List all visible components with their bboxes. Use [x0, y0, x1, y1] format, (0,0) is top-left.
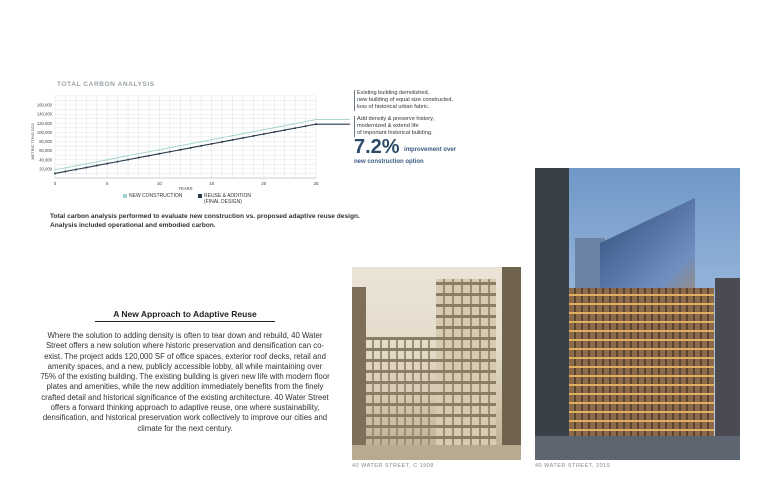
data-point	[86, 163, 87, 164]
data-point	[294, 127, 296, 129]
data-point	[294, 123, 295, 124]
data-point	[54, 169, 55, 170]
photo-caption-old: 40 WATER STREET, C 1908	[352, 463, 434, 469]
data-point	[211, 143, 213, 145]
legend-reuse	[198, 193, 251, 205]
data-point	[117, 157, 118, 158]
data-point	[221, 137, 222, 138]
data-point	[85, 167, 87, 169]
note-line: new building of equal size constructed,	[357, 97, 454, 103]
data-point	[190, 147, 192, 149]
data-point	[148, 155, 150, 157]
data-point	[253, 131, 254, 132]
note-line: modernized & extend life	[357, 123, 419, 129]
x-tick-label: 0	[53, 181, 57, 186]
y-tick-label: 60,000	[39, 148, 52, 154]
data-point	[138, 153, 139, 154]
x-tick-label: 20	[261, 181, 267, 186]
data-point	[96, 165, 98, 167]
data-point	[138, 157, 140, 159]
caption-line: Total carbon analysis performed to evaluate new construction vs. proposed adaptive reuse design.	[50, 213, 360, 220]
data-point	[232, 135, 233, 136]
data-point	[252, 135, 254, 137]
data-point	[263, 129, 264, 130]
y-tick-label: 100,000	[36, 129, 52, 135]
note-line: Existing building demolished,	[357, 90, 430, 96]
photo-caption-new: 40 WATER STREET, 2019	[535, 463, 611, 469]
data-point	[242, 133, 243, 134]
data-point	[190, 143, 191, 144]
x-tick-label: 15	[209, 181, 215, 186]
data-point	[211, 139, 212, 140]
data-point	[274, 127, 275, 128]
data-point	[148, 151, 149, 152]
data-point	[75, 168, 77, 170]
data-point	[263, 133, 265, 135]
data-point	[221, 141, 223, 143]
historic-building-photo	[352, 267, 521, 460]
data-point	[315, 119, 316, 120]
data-point	[127, 159, 129, 161]
legend-swatch	[123, 194, 127, 198]
data-point	[284, 129, 286, 131]
legend-label-sub: (FINAL DESIGN)	[204, 199, 242, 205]
x-tick-label: 25	[313, 181, 319, 186]
data-point	[127, 155, 128, 156]
data-point	[180, 145, 181, 146]
legend-label: NEW CONSTRUCTION	[129, 193, 183, 199]
body-paragraph: Where the solution to adding density is often to tear down and rebuild, 40 Water Street offers a new solution where historic preservation and densification can co-exist. The project adds 120,000 SF of office spaces, exterior roof decks, retail and amenity spaces, and a new, publicly accessible lobby, all while maintaining over 75% of the existing building. The existing building is given new life with modern floor plates and amenities, while the new addition immediately benefits from the finely crafted detail and historical significance of the existing architecture. 40 Water Street offers a forward thinking approach to adaptive reuse, one where sustainability, densification, and historical preservation work collectively to improve our cities and climate for the next century.	[40, 331, 330, 433]
data-point	[65, 167, 66, 168]
improvement-percent: 7.2%	[354, 136, 400, 158]
legend-new-construction	[123, 193, 182, 199]
data-point	[273, 131, 275, 133]
y-tick-label: 80,000	[39, 139, 52, 144]
y-tick-label: 140,000	[36, 111, 52, 117]
data-point	[315, 123, 317, 125]
data-point	[169, 147, 170, 148]
data-point	[54, 172, 56, 174]
note-new-construction	[354, 90, 453, 111]
note-line: loss of historical urban fabric.	[357, 104, 430, 110]
data-point	[159, 149, 160, 150]
note-line: of important historical building.	[357, 130, 433, 136]
data-point	[179, 149, 181, 151]
x-tick-label: 10	[156, 181, 162, 186]
caption-line: Analysis included operational and embodied carbon.	[50, 222, 216, 229]
section-heading: A New Approach to Adaptive Reuse	[95, 309, 275, 322]
y-tick-label: 40,000	[39, 157, 52, 163]
legend-swatch	[198, 194, 202, 198]
data-point	[96, 161, 97, 162]
x-axis-label: YEARS	[178, 186, 193, 191]
x-tick-label: 5	[105, 181, 109, 186]
y-tick-label: 160,000	[36, 102, 52, 108]
y-axis-label: METRIC TONS CO2	[30, 123, 35, 160]
data-point	[200, 145, 202, 147]
legend-label: REUSE & ADDITION	[204, 193, 251, 199]
data-point	[75, 165, 76, 166]
y-tick-label: 20,000	[39, 166, 52, 172]
y-tick-label: 120,000	[36, 120, 52, 126]
data-point	[284, 125, 285, 126]
data-point	[117, 161, 119, 163]
data-point	[231, 139, 233, 141]
data-point	[106, 163, 108, 165]
data-point	[200, 141, 201, 142]
improvement-callout	[354, 136, 456, 166]
modern-building-photo	[535, 168, 740, 460]
data-point	[107, 159, 108, 160]
data-point	[169, 151, 171, 153]
note-reuse	[354, 116, 434, 137]
data-point	[64, 170, 66, 172]
chart-title: TOTAL CARBON ANALYSIS	[57, 81, 155, 88]
data-point	[305, 125, 307, 127]
data-point	[158, 153, 160, 155]
improvement-text: improvement over	[404, 147, 457, 153]
chart-caption	[50, 212, 360, 230]
data-point	[242, 137, 244, 139]
note-line: Add density & preserve history,	[357, 116, 435, 122]
data-point	[305, 121, 306, 122]
improvement-text-2: new construction option	[354, 159, 424, 165]
